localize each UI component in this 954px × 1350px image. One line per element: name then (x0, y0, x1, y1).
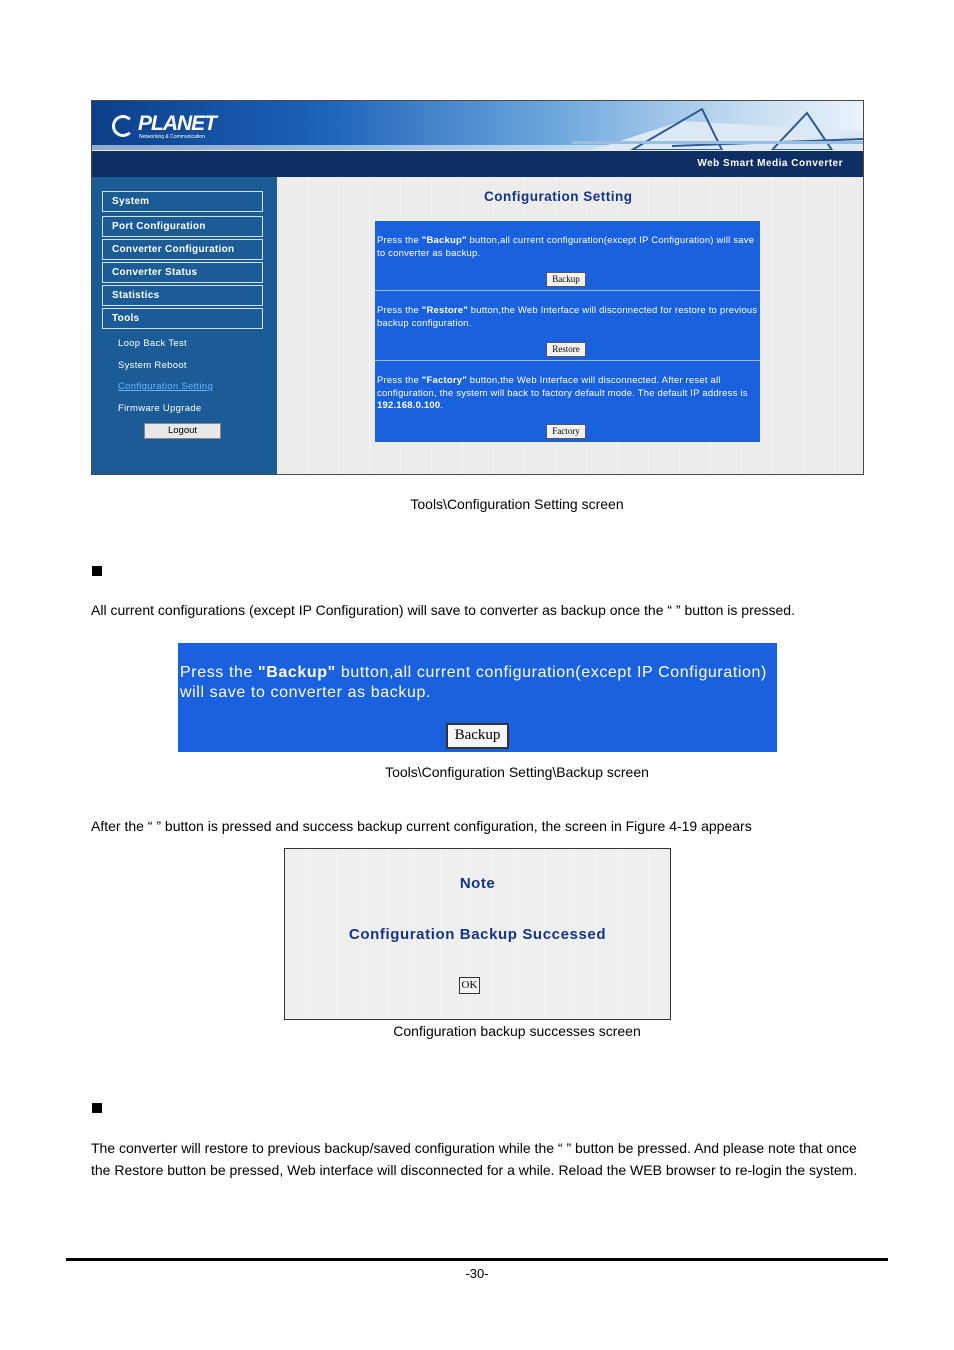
submenu-configuration-setting[interactable]: Configuration Setting (118, 381, 214, 392)
configuration-setting-screenshot (91, 100, 864, 475)
paragraph-restore: The converter will restore to previous backup/saved configuration while the “ ” button be pressed. And please note that once the Restore button be pressed, Web interface will disconnected for a while. Reload the WEB browser to re-login the system. (91, 1140, 858, 1178)
submenu-firmware-upgrade[interactable]: Firmware Upgrade (118, 403, 202, 414)
factory-button[interactable]: Factory (546, 424, 586, 439)
ok-button[interactable]: OK (459, 977, 480, 994)
figure-caption-1: Tools\Configuration Setting screen (410, 496, 624, 512)
header-banner (92, 101, 863, 150)
content-title: Configuration Setting (484, 189, 633, 204)
sidebar (92, 177, 277, 474)
factory-panel (375, 361, 760, 442)
backup-zoom-description: Press the "Backup" button,all current configuration(except IP Configuration) will save to converter as backup. (180, 664, 767, 701)
factory-description: Press the "Factory" button,the Web Interface will disconnected. After reset all configuration, the system will back to factory default mode. The default IP address is 192.168.0.100. (377, 375, 748, 411)
menu-statistics[interactable]: Statistics (102, 285, 263, 306)
logo-subtitle: Networking & Communication (139, 134, 205, 140)
menu-converter-status[interactable]: Converter Status (102, 262, 263, 283)
product-name: Web Smart Media Converter (697, 158, 843, 169)
page-number: -30- (465, 1266, 489, 1281)
footer-rule (66, 1258, 888, 1261)
backup-description: Press the "Backup" button,all current configuration(except IP Configuration) will save to converter as backup. (377, 235, 755, 259)
bullet-square-icon (92, 1103, 102, 1113)
paragraph-after-backup: After the “ ” button is pressed and success backup current configuration, the screen in Figure 4-19 appears (91, 818, 752, 834)
restore-panel (375, 291, 760, 361)
submenu-loop-back-test[interactable]: Loop Back Test (118, 338, 187, 349)
menu-system[interactable]: System (102, 191, 263, 212)
note-message: Configuration Backup Successed (348, 926, 607, 943)
planet-logo-icon (112, 115, 134, 137)
menu-tools[interactable]: Tools (102, 308, 263, 329)
logo-text: PLANET (138, 112, 216, 135)
figure-caption-2: Tools\Configuration Setting\Backup screen (385, 764, 649, 780)
restore-description: Press the "Restore" button,the Web Interface will disconnected for restore to previous backup configuration. (377, 305, 758, 329)
backup-zoom-button[interactable]: Backup (446, 723, 509, 749)
backup-panel (375, 221, 760, 291)
menu-converter-configuration[interactable]: Converter Configuration (102, 239, 263, 260)
backup-success-screenshot (284, 848, 671, 1020)
content-area (277, 177, 863, 474)
restore-button[interactable]: Restore (546, 342, 586, 357)
building-graphic-icon (572, 101, 863, 150)
note-title: Note (459, 875, 496, 892)
backup-button[interactable]: Backup (546, 272, 586, 287)
menu-port-configuration[interactable]: Port Configuration (102, 216, 263, 237)
bullet-square-icon (92, 566, 102, 576)
paragraph-backup: All current configurations (except IP Configuration) will save to converter as backup once the “ ” button is pressed. (91, 602, 795, 618)
submenu-system-reboot[interactable]: System Reboot (118, 360, 187, 371)
figure-caption-3: Configuration backup successes screen (393, 1023, 641, 1039)
backup-zoom-screenshot (178, 643, 777, 752)
logout-button[interactable]: Logout (144, 423, 221, 439)
